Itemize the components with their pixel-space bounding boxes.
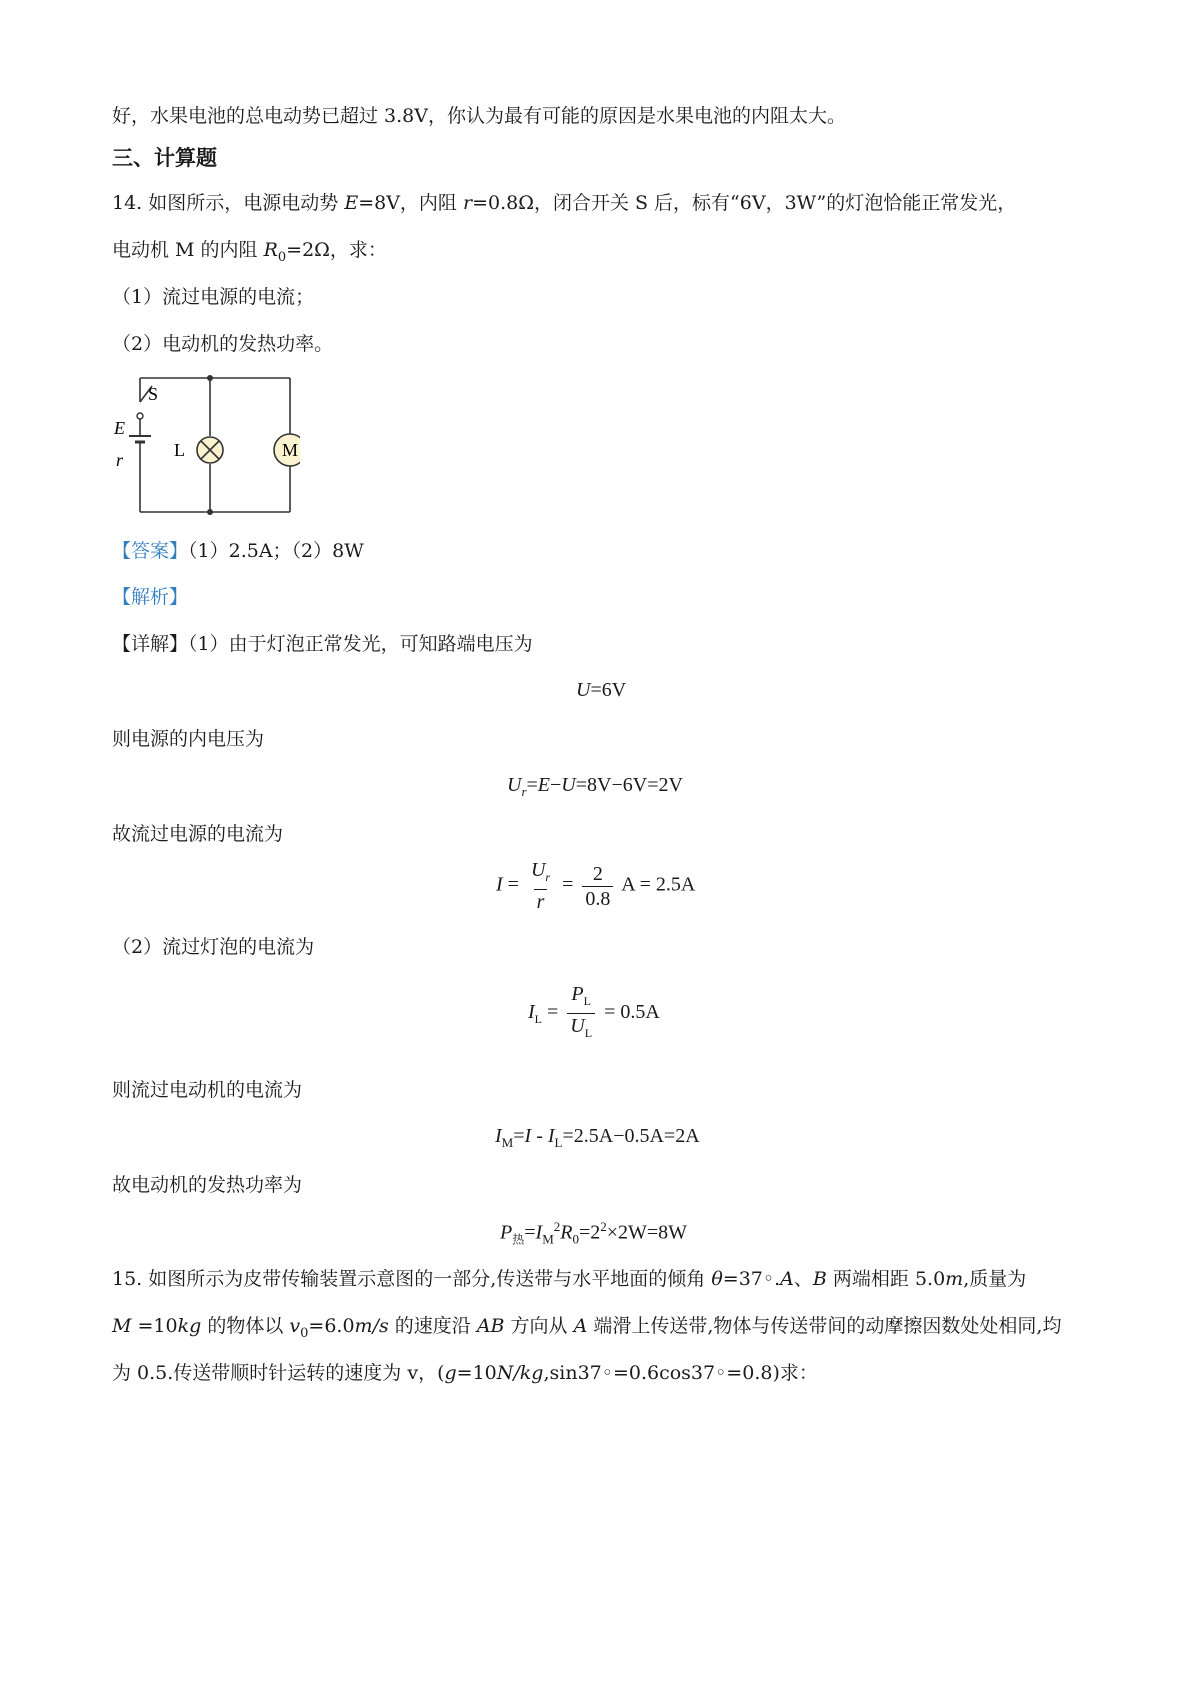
- q15-A2: A: [573, 1315, 588, 1337]
- answer-line: [112, 538, 364, 564]
- q15-Nkg: N/kg: [496, 1362, 544, 1384]
- q15-text-l: 为 0.5.传送带顺时针运转的速度为 v，(: [112, 1362, 445, 1384]
- eq-I-num-sub: r: [545, 870, 551, 884]
- q15-text-a: 15. 如图所示为皮带传输装置示意图的一部分,传送带与水平地面的倾角: [112, 1268, 712, 1290]
- label-r: r: [116, 450, 124, 470]
- eq-IM-minus: -: [531, 1125, 548, 1147]
- q15-text-c: 、: [793, 1268, 813, 1290]
- eq-P-I-sub: M: [542, 1231, 554, 1247]
- q15-ms: m/s: [354, 1315, 389, 1337]
- equation-IM: [495, 1125, 700, 1151]
- eq-IM-I3: I: [547, 1125, 555, 1147]
- q14-line2: [112, 237, 387, 271]
- q14-text-a: 如图所示，电源电动势: [148, 192, 345, 214]
- eq-I-lhs: I: [496, 873, 503, 896]
- detail-line: [112, 631, 533, 657]
- q15-A: A: [780, 1268, 794, 1290]
- q15-line2: [112, 1313, 1061, 1347]
- equation-U: [576, 679, 626, 702]
- q14-sub1: （1）流过电源的电流；: [112, 286, 315, 308]
- switch-contact-icon: [137, 413, 143, 419]
- q15-theta: θ: [711, 1268, 723, 1290]
- q15-text-d: 两端相距 5.0: [826, 1268, 946, 1290]
- eq-Ur-rest: =8V−6V=2V: [575, 774, 683, 796]
- q15-g: g: [444, 1362, 457, 1384]
- eq-P-sup2: 2: [600, 1219, 607, 1234]
- q15-text-n: ,sin37◦=0.6cos37◦=0.8)求：: [543, 1362, 818, 1384]
- eq-P-R: R: [560, 1221, 573, 1244]
- q15-text-m: =10: [456, 1362, 497, 1384]
- eq-IM-eq: =: [513, 1125, 525, 1147]
- junction-node-top: [207, 375, 213, 381]
- eq-Ur-U2: U: [561, 774, 576, 796]
- text-heat-power: 故电动机的发热功率为: [112, 1174, 303, 1196]
- q15-text-e: ,质量为: [963, 1268, 1027, 1290]
- eq-I-num-U: U: [530, 859, 546, 881]
- eq-I-eq2: =: [562, 873, 574, 896]
- text-motor-current: 则流过电动机的电流为: [112, 1079, 303, 1101]
- q15-text-f: =10: [131, 1315, 178, 1337]
- intro-line: 好，水果电池的总电动势已超过 3.8V，你认为最有可能的原因是水果电池的内阻太大。: [112, 105, 846, 127]
- q14-line1: [112, 190, 1016, 216]
- text-source-current: 故流过电源的电流为: [112, 823, 284, 845]
- eq-U-rhs: =6V: [590, 679, 627, 701]
- q14-var-E: E: [344, 192, 359, 214]
- eq-P-P: P: [500, 1221, 513, 1244]
- q15-kg: kg: [177, 1315, 202, 1337]
- eq-Ur-E: E: [537, 774, 551, 796]
- eq-IL-U-sub: L: [584, 1026, 593, 1040]
- eq-Ur-sub: r: [521, 784, 527, 799]
- equation-IL: [528, 982, 660, 1045]
- q15-M: M: [112, 1315, 132, 1337]
- q14-text-b: =8V，内阻: [358, 192, 463, 214]
- eq-I-frac2: [582, 862, 613, 911]
- q15-text-i: 的速度沿: [388, 1315, 477, 1337]
- eq-IM-sub: M: [501, 1135, 514, 1150]
- q15-B: B: [812, 1268, 827, 1290]
- q15-v-sub: 0: [300, 1325, 309, 1341]
- eq-I-eq: =: [507, 873, 519, 896]
- q15-AB: AB: [476, 1315, 505, 1337]
- label-lamp-L: L: [174, 440, 185, 460]
- label-E: E: [114, 418, 125, 438]
- eq-IM-I: I: [495, 1125, 502, 1147]
- eq-U-lhs: U: [576, 679, 591, 701]
- text-lamp-current: （2）流过灯泡的电流为: [112, 936, 315, 958]
- lamp-icon: [197, 437, 223, 463]
- q14-sub2: （2）电动机的发热功率。: [112, 333, 334, 355]
- section-heading: 三、计算题: [112, 146, 217, 170]
- eq-IL-eq: =: [547, 1001, 559, 1024]
- eq-Ur-U: U: [507, 774, 522, 796]
- eq-IM-I2: I: [524, 1125, 532, 1147]
- equation-P: [500, 1219, 687, 1248]
- q15-v: v: [289, 1315, 301, 1337]
- eq-IL-tail: = 0.5A: [604, 1001, 660, 1024]
- equation-I: [496, 858, 695, 914]
- eq-Ur-minus: −: [550, 774, 562, 796]
- q14-text-c: =0.8Ω，闭合开关 S 后，标有“6V，3W”的灯泡恰能正常发光，: [472, 192, 1017, 214]
- detail-text: （1）由于灯泡正常发光，可知路端电压为: [188, 633, 533, 655]
- eq-P-I-sup: 2: [553, 1219, 561, 1234]
- q15-text-g: 的物体以: [201, 1315, 290, 1337]
- label-switch-S: S: [148, 384, 159, 404]
- eq-P-eq: =: [524, 1221, 536, 1244]
- q15-text-j: 方向从: [504, 1315, 574, 1337]
- eq-I-num2: 2: [592, 862, 603, 885]
- eq-P-sub: 热: [512, 1232, 525, 1247]
- eq-Ur-eq: =: [526, 774, 538, 796]
- q14-text-e: =2Ω，求：: [286, 239, 387, 261]
- q14-var-R-sub: 0: [277, 249, 287, 265]
- eq-P-R-sub: 0: [572, 1231, 579, 1247]
- eq-IL-I: I: [528, 1001, 535, 1024]
- eq-P-tail2: ×2W=8W: [606, 1221, 688, 1244]
- eq-IL-sub: L: [534, 1012, 543, 1027]
- eq-IM-tail: =2.5A−0.5A=2A: [562, 1125, 700, 1147]
- eq-P-tail1: =2: [578, 1221, 601, 1244]
- eq-IL-U: U: [570, 1015, 585, 1037]
- eq-IL-frac: [567, 982, 595, 1045]
- q14-number: 14.: [112, 192, 143, 214]
- q15-line3: [112, 1360, 818, 1386]
- eq-IL-P-sub: L: [583, 994, 591, 1008]
- q15-text-h: =6.0: [308, 1315, 355, 1337]
- junction-node-bottom: [207, 509, 213, 515]
- eq-I-den: r: [534, 889, 548, 914]
- q14-var-R: R: [263, 239, 278, 261]
- eq-P-I: I: [535, 1221, 543, 1244]
- q15-m: m: [945, 1268, 964, 1290]
- q15-text-k: 端滑上传送带,物体与传送带间的动摩擦因数处处相同,均: [587, 1315, 1062, 1337]
- answer-tag: 【答案】: [112, 540, 189, 562]
- analysis-tag: 【解析】: [112, 586, 189, 608]
- eq-I-tail: A = 2.5A: [621, 873, 696, 896]
- eq-IL-P: P: [571, 983, 584, 1005]
- text-internal-voltage: 则电源的内电压为: [112, 728, 265, 750]
- q15-line1: [112, 1266, 1026, 1292]
- q14-var-r: r: [462, 192, 473, 214]
- eq-IM-sub3: L: [554, 1135, 563, 1150]
- detail-tag: 【详解】: [112, 633, 189, 655]
- label-motor-M: M: [281, 440, 299, 460]
- eq-I-den2: 0.8: [582, 886, 613, 911]
- equation-Ur: [507, 774, 683, 800]
- eq-I-frac1: [528, 858, 553, 914]
- circuit-diagram: [110, 370, 300, 520]
- answer-text: （1）2.5A；（2）8W: [188, 540, 364, 562]
- q15-text-b: =37◦.: [722, 1268, 781, 1290]
- q14-text-d: 电动机 M 的内阻: [112, 239, 264, 261]
